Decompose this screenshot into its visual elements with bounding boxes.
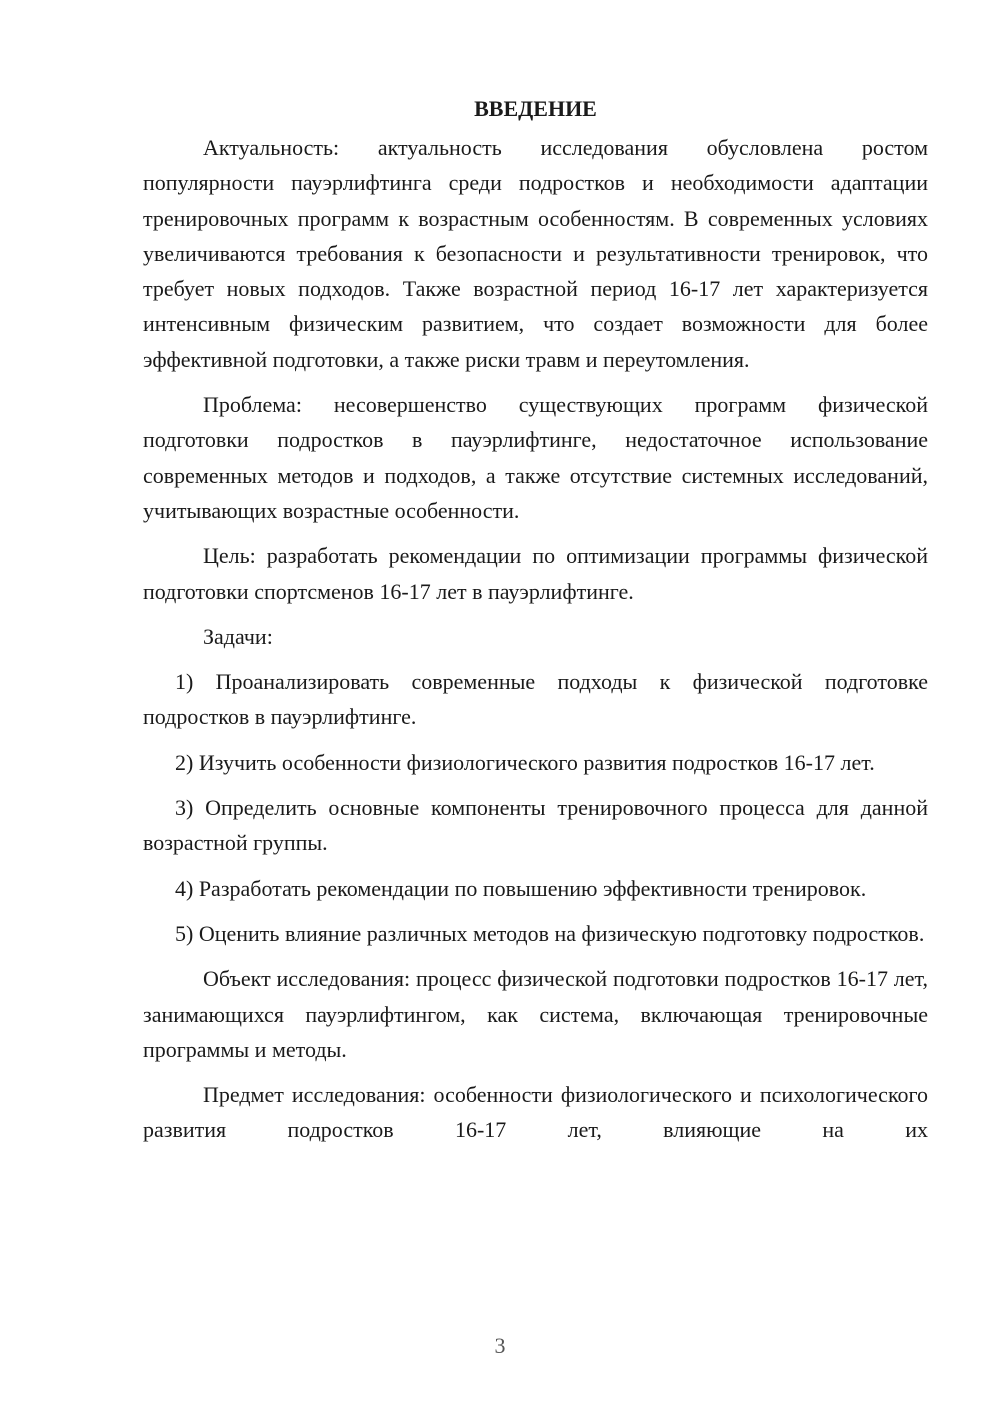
object-paragraph: Объект исследования: процесс физической подготовки подростков 16-17 лет, занимающихся пауэрлифтингом, как система, включающая тренировочные программы и методы. bbox=[143, 966, 928, 1062]
task-item-5: 5) Оценить влияние различных методов на физическую подготовку подростков. bbox=[175, 920, 925, 946]
problem-paragraph: Проблема: несовершенство существующих программ физической подготовки подростков в пауэрлифтинге, недостаточное использование современных методов и подходов, а также отсутствие системных исследований, учитывающих возрастные особенности. bbox=[143, 392, 928, 523]
document-page bbox=[143, 92, 928, 1158]
task-item-3: 3) Определить основные компоненты тренировочного процесса для данной возрастной группы. bbox=[143, 795, 928, 856]
relevance-paragraph: Актуальность: актуальность исследования обусловлена ростом популярности пауэрлифтинга среди подростков и необходимости адаптации тренировочных программ к возрастным особенностям. В современных условиях увеличиваются требования к безопасности и результативности тренировок, что требует новых подходов. Также возрастной период 16-17 лет характеризуется интенсивным физическим развитием, что создает возможности для более эффективной подготовки, а также риски травм и переутомления. bbox=[143, 135, 928, 372]
section-title: ВВЕДЕНИЕ bbox=[474, 96, 597, 121]
subject-paragraph: Предмет исследования: особенности физиологического и психологического развития подростков 16-17 лет, влияющие на их bbox=[143, 1082, 928, 1143]
goal-paragraph: Цель: разработать рекомендации по оптимизации программы физической подготовки спортсменов 16-17 лет в пауэрлифтинге. bbox=[143, 543, 928, 604]
page-number: 3 bbox=[494, 1333, 506, 1358]
task-item-4: 4) Разработать рекомендации по повышению эффективности тренировок. bbox=[175, 875, 867, 901]
tasks-label: Задачи: bbox=[203, 623, 273, 649]
task-item-1: 1) Проанализировать современные подходы к физической подготовке подростков в пауэрлифтинге. bbox=[143, 669, 928, 730]
task-item-2: 2) Изучить особенности физиологического развития подростков 16-17 лет. bbox=[175, 749, 875, 775]
